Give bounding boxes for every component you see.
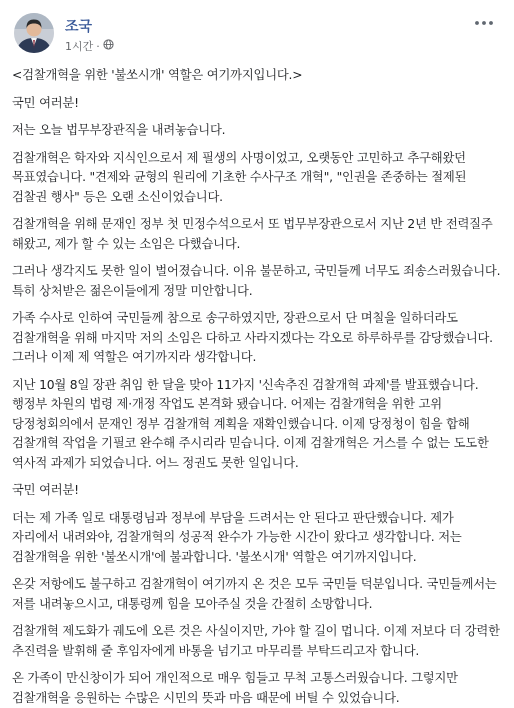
post-paragraph: 온 가족이 만신창이가 되어 개인적으로 매우 힘들고 무척 고통스러웠습니다. 그렇지만 검찰개혁을 응원하는 수많은 시민의 뜻과 마음 때문에 버틸 수 있었습니다. <box>12 671 458 705</box>
author-avatar[interactable] <box>14 13 54 53</box>
post-paragraph-title: <검찰개혁을 위한 '불쏘시개' 역할은 여기까지입니다.> <box>12 68 303 82</box>
post-paragraph: 검찰개혁을 위해 문재인 정부 첫 민정수석으로서 또 법무부장관으로서 지난 2년 반 전력질주 해왔고, 제가 할 수 있는 소임은 다했습니다. <box>12 217 493 251</box>
post-paragraph: 저는 오늘 법무부장관직을 내려놓습니다. <box>12 123 226 137</box>
post-header <box>12 8 502 60</box>
globe-icon[interactable] <box>103 39 114 53</box>
post-paragraph: 검찰개혁 제도화가 궤도에 오른 것은 사실이지만, 가야 할 길이 멉니다. 이제 저보다 더 강력한 추진력을 발휘해 줄 후임자에게 바통을 넘기고 마무리를 부탁드리고자 합니다. <box>12 624 500 658</box>
post-paragraph: 더는 제 가족 일로 대통령님과 정부에 부담을 드려서는 안 된다고 판단했습니다. 제가 자리에서 내려와야, 검찰개혁의 성공적 완수가 가능한 시간이 왔다고 생각합니다. 저는 검찰개혁을 위한 '불쏘시개'에 불과합니다. '불쏘시개' 역할은 여기까지입니다. <box>12 510 462 564</box>
post-paragraph: 그러나 생각지도 못한 일이 벌어졌습니다. 이유 불문하고, 국민들께 너무도 죄송스러웠습니다. 특히 상처받은 젊은이들에게 정말 미안합니다. <box>12 264 501 298</box>
more-options-button[interactable] <box>470 12 498 34</box>
post-paragraph: 가족 수사로 인하여 국민들께 참으로 송구하였지만, 장관으로서 단 며칠을 일하더라도 검찰개혁을 위해 마지막 저의 소임은 다하고 사라지겠다는 각오로 하루하루를 감당했습니다. 그러나 이제 제 역할은 여기까지라 생각합니다. <box>12 311 493 364</box>
post-paragraph: 지난 10월 8일 장관 취임 한 달을 맞아 11가지 '신속추진 검찰개혁 과제'를 발표했습니다. 행정부 차원의 법령 제·개정 작업도 본격화 됐습니다. 어제는 검찰개혁을 위한 고위 당정청회의에서 문재인 정부 검찰개혁 계획을 재확인했습니다. 이제 당정청이 힘을 합해 검찰개혁 작업을 기필코 완수해 주시리라 믿습니다. 이제 검찰개혁은 거스를 수 없는 도도한 역사적 과제가 되었습니다. 어느 정권도 못한 일입니다. <box>12 377 489 470</box>
post-paragraph: 국민 여러분! <box>12 483 79 497</box>
post-paragraph: 검찰개혁은 학자와 지식인으로서 제 필생의 사명이었고, 오랫동안 고민하고 추구해왔던 목표였습니다. "견제와 균형의 원리에 기초한 수사구조 개혁", "인권을 존중하는 절제된 검찰권 행사" 등은 오랜 소신이었습니다. <box>12 150 467 204</box>
post-time[interactable]: 1시간 <box>65 40 94 53</box>
post-paragraph: 국민 여러분! <box>12 95 79 110</box>
post-body <box>12 66 502 708</box>
more-options-icon <box>474 20 494 26</box>
post-paragraph: 온갖 저항에도 불구하고 검찰개혁이 여기까지 온 것은 모두 국민들 덕분입니다. 국민들께서는 저를 내려놓으시고, 대통령께 힘을 모아주실 것을 간절히 소망합니다. <box>12 577 497 611</box>
meta-separator: · <box>96 39 100 53</box>
avatar-image <box>14 13 54 53</box>
post-meta <box>65 38 114 54</box>
author-name[interactable]: 조국 <box>65 19 93 35</box>
